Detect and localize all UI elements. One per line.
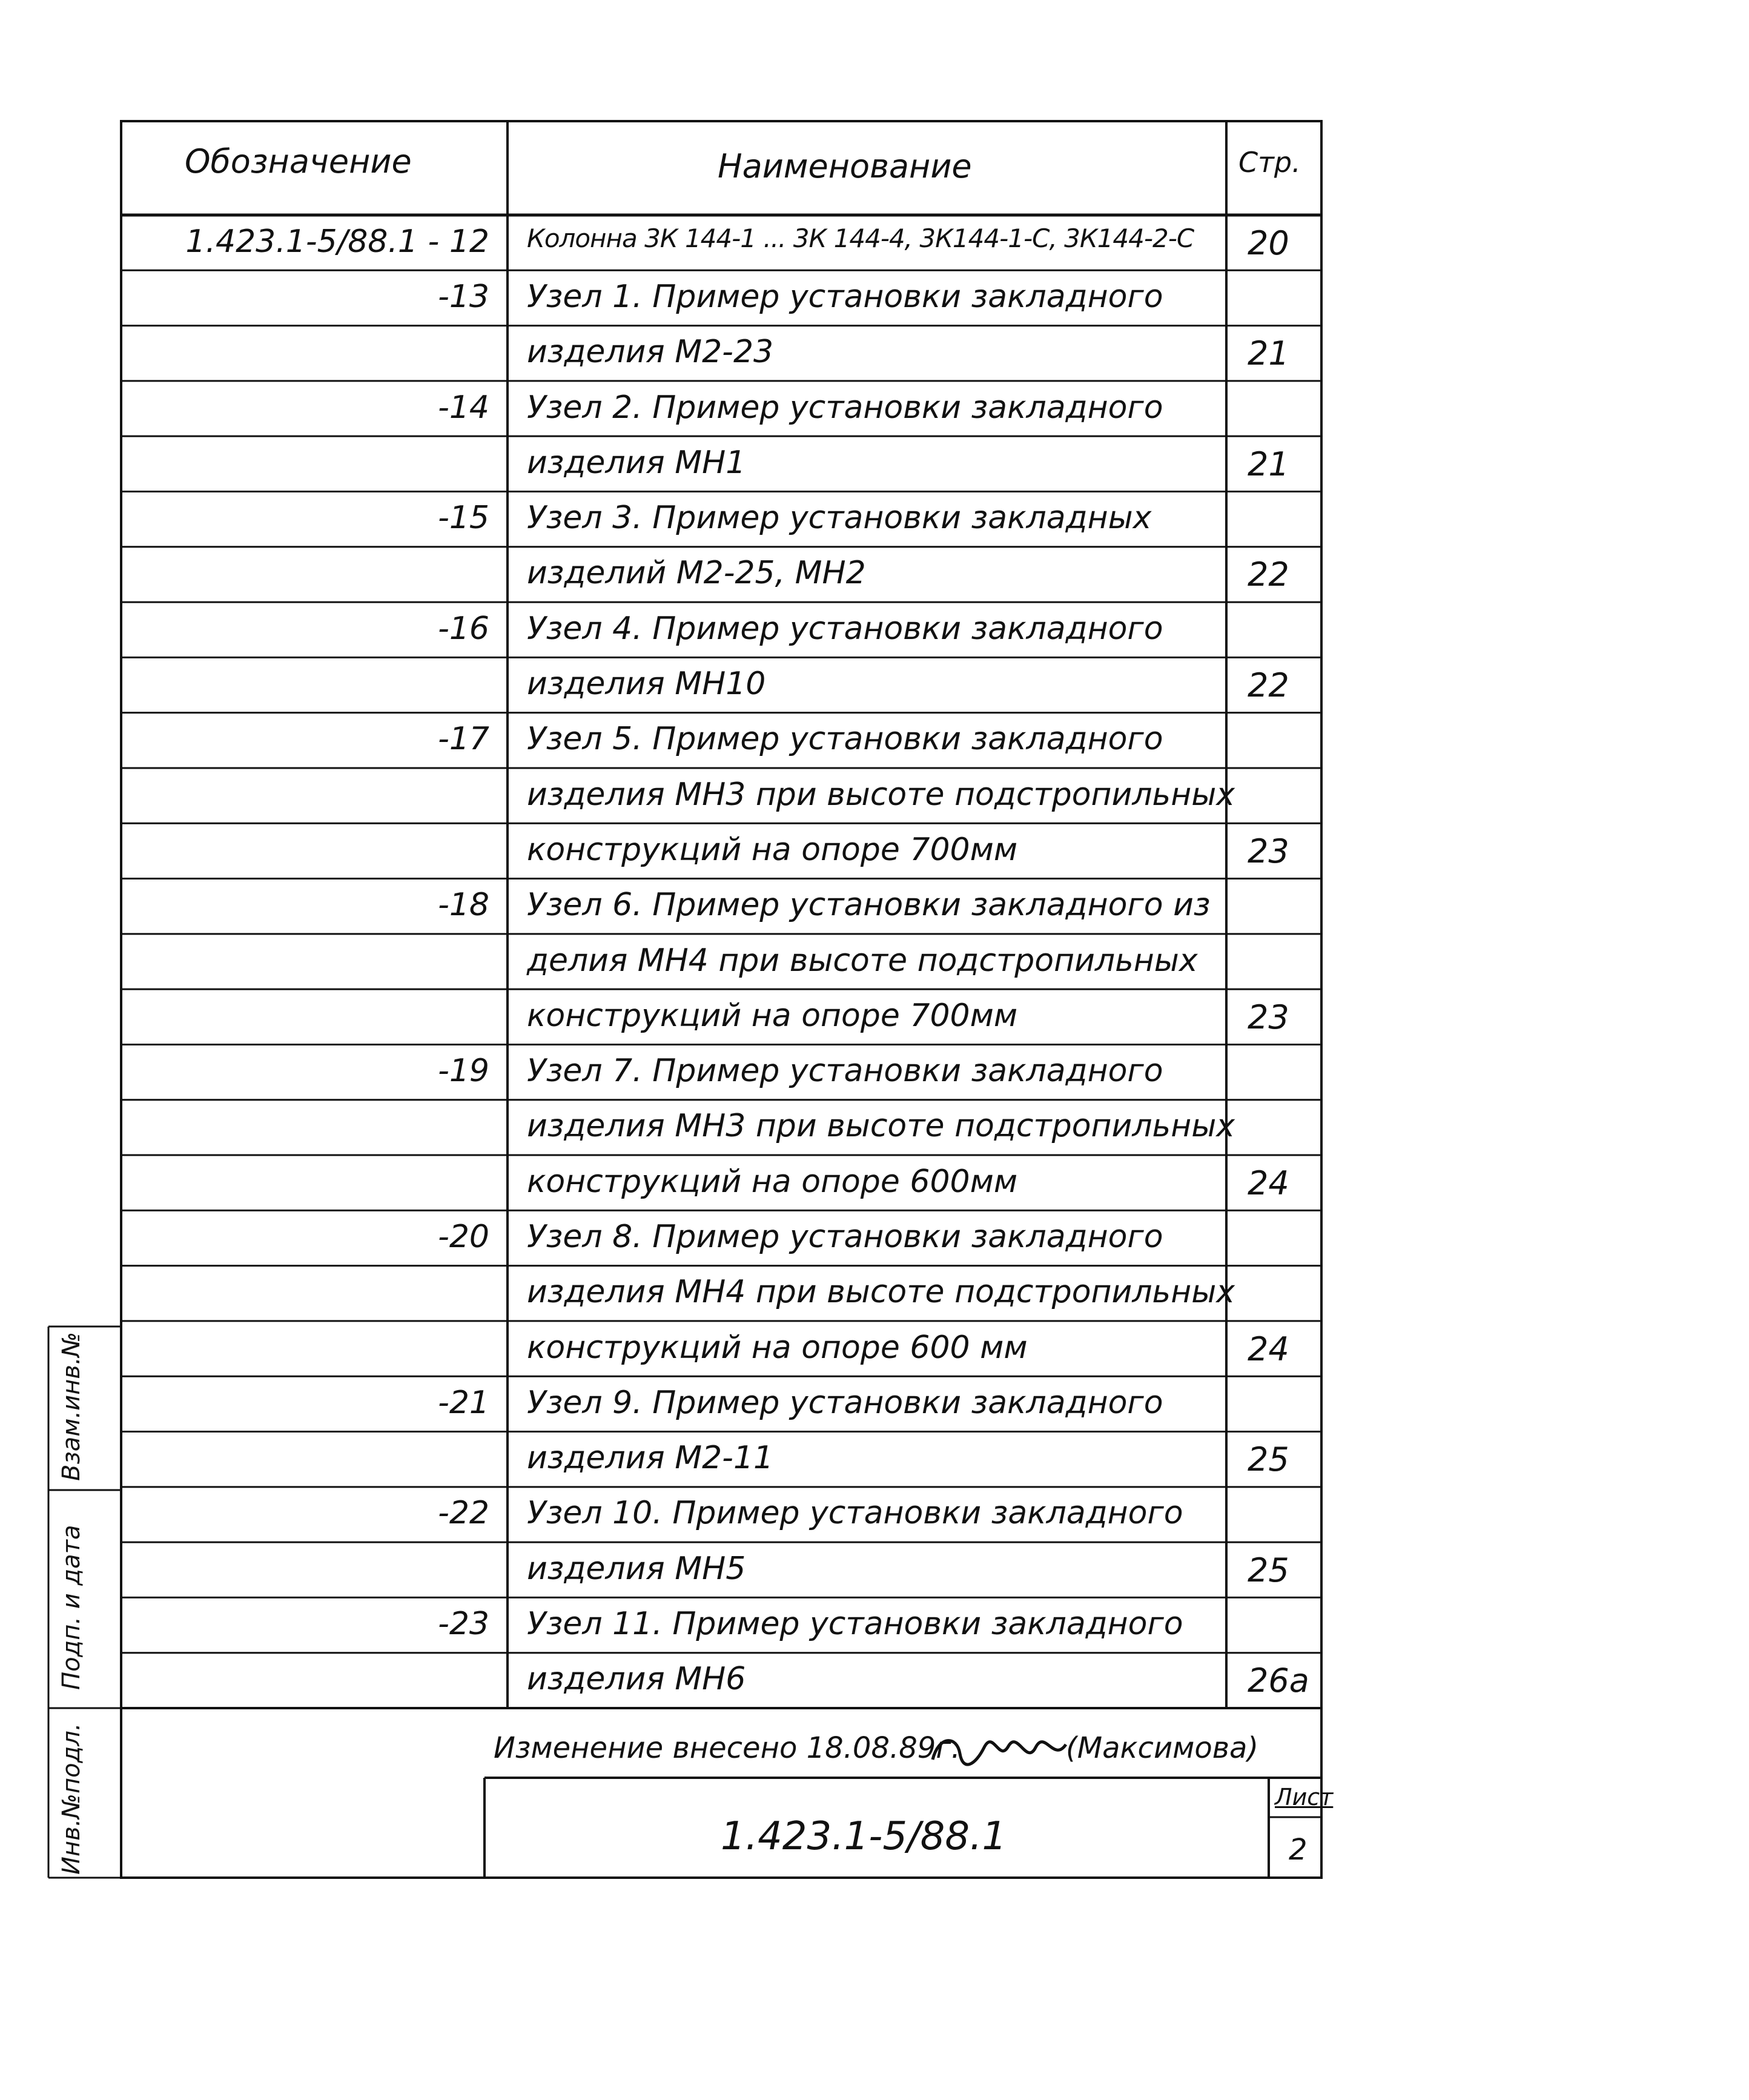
row-designation: -15	[438, 500, 489, 537]
row-page: 26а	[1248, 1661, 1309, 1700]
row-name: изделия М2-23	[527, 334, 774, 371]
document-number: 1.423.1-5/88.1	[721, 1814, 1007, 1859]
row-name: Узел 6. Пример установки закладного из	[527, 887, 1211, 924]
row-name: делия МН4 при высоте подстропильных	[527, 942, 1198, 979]
row-designation: -21	[438, 1384, 489, 1421]
row-designation: 1.423.1-5/88.1 - 12	[185, 223, 489, 260]
row-name: Узел 3. Пример установки закладных	[527, 500, 1152, 537]
row-page: 21	[1248, 334, 1289, 373]
row-designation: -16	[438, 610, 489, 647]
row-name: Узел 11. Пример установки закладного	[527, 1606, 1183, 1643]
row-name: изделия МН1	[527, 444, 746, 481]
row-name: изделия М2-11	[527, 1440, 774, 1477]
row-page: 24	[1248, 1164, 1289, 1202]
row-name: Колонна 3К 144-1 ... 3К 144-4, 3К144-1-С, 3К144-2-С	[527, 223, 1194, 253]
row-page: 23	[1248, 832, 1289, 870]
row-designation: -19	[438, 1053, 489, 1090]
row-page: 24	[1248, 1330, 1289, 1368]
row-name: Узел 10. Пример установки закладного	[527, 1495, 1183, 1532]
row-name: Узел 5. Пример установки закладного	[527, 721, 1163, 758]
row-name: изделия МН5	[527, 1550, 746, 1587]
sheet-label: Лист	[1275, 1784, 1334, 1810]
row-page: 22	[1248, 666, 1289, 705]
change-author: (Максимова)	[1066, 1731, 1259, 1765]
row-page: 25	[1248, 1551, 1289, 1589]
row-page: 25	[1248, 1440, 1289, 1479]
header-name: Наименование	[718, 147, 972, 185]
row-page: 20	[1248, 224, 1289, 262]
row-designation: -23	[438, 1606, 489, 1643]
row-page: 22	[1248, 555, 1289, 594]
header-page: Стр.	[1238, 146, 1301, 179]
side-label-orig-inventory: Инв.№подл.	[58, 1723, 85, 1875]
side-label-repl-inventory: Взам.инв.№	[58, 1331, 85, 1481]
row-designation: -22	[438, 1495, 489, 1532]
row-name: конструкций на опоре 700мм	[527, 831, 1018, 868]
row-name: Узел 1. Пример установки закладного	[527, 278, 1163, 315]
row-designation: -14	[438, 389, 489, 426]
row-name: Узел 7. Пример установки закладного	[527, 1053, 1163, 1090]
row-name: Узел 4. Пример установки закладного	[527, 610, 1163, 647]
sheet-number: 2	[1289, 1833, 1308, 1867]
row-name: Узел 9. Пример установки закладного	[527, 1384, 1163, 1421]
header-designation: Обозначение	[185, 142, 412, 181]
row-name: Узел 8. Пример установки закладного	[527, 1218, 1163, 1255]
row-page: 23	[1248, 998, 1289, 1036]
row-name: конструкций на опоре 700мм	[527, 997, 1018, 1034]
row-name: изделия МН3 при высоте подстропильных	[527, 1108, 1235, 1145]
change-note: Изменение внесено 18.08.89г.	[494, 1731, 960, 1765]
side-label-sign-date: Подп. и дата	[58, 1525, 85, 1690]
row-name: изделия МН4 при высоте подстропильных	[527, 1274, 1235, 1311]
row-name: конструкций на опоре 600мм	[527, 1163, 1018, 1200]
row-designation: -17	[438, 721, 489, 758]
row-name: изделия МН10	[527, 666, 766, 703]
row-page: 21	[1248, 445, 1289, 483]
row-designation: -13	[438, 278, 489, 315]
row-name: Узел 2. Пример установки закладного	[527, 389, 1163, 426]
row-designation: -18	[438, 887, 489, 924]
row-designation: -20	[438, 1218, 489, 1255]
row-name: изделия МН3 при высоте подстропильных	[527, 776, 1235, 813]
signature-mark	[927, 1729, 1072, 1772]
row-name: изделий М2-25, МН2	[527, 555, 866, 592]
row-name: конструкций на опоре 600 мм	[527, 1329, 1028, 1366]
row-name: изделия МН6	[527, 1661, 746, 1698]
